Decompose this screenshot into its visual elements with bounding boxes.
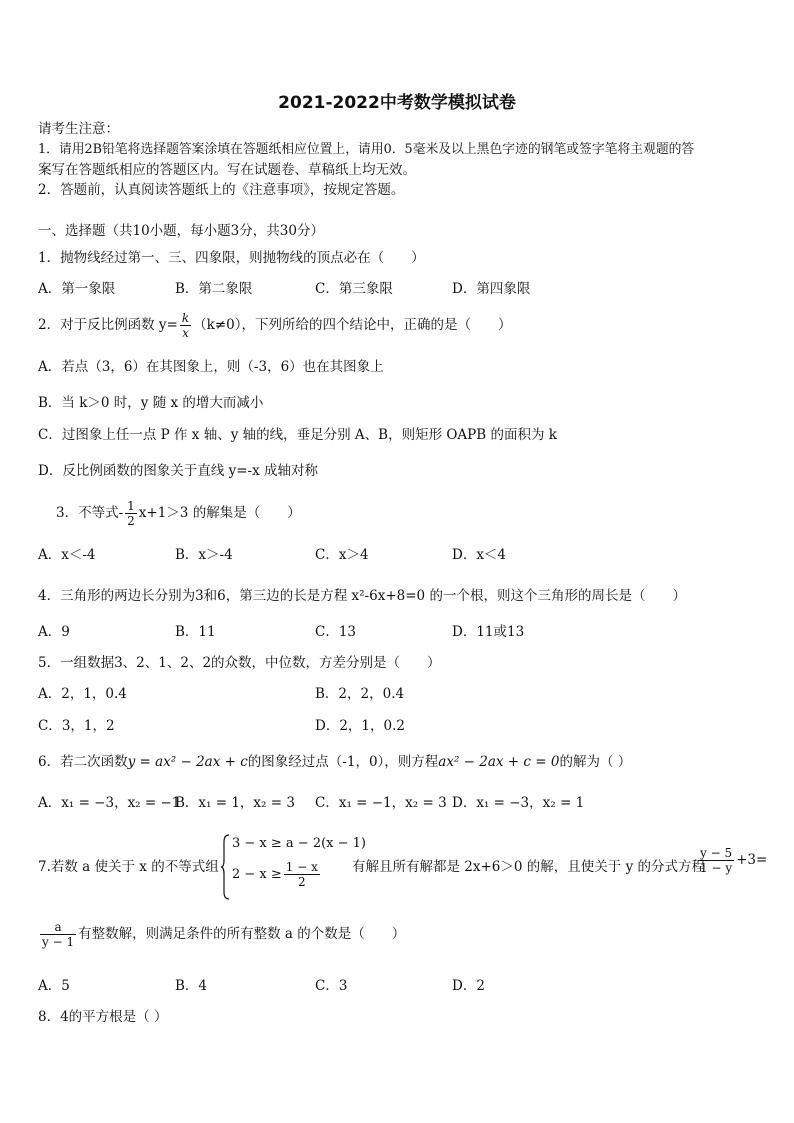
page-title: 2021-2022中考数学模拟试卷 [278, 93, 516, 113]
q7-stem-pre: 7.若数 a 使关于 x 的不等式组 [38, 859, 219, 875]
q2-option-c: C．过图象上任一点 P 作 x 轴、y 轴的线，垂足分别 A、B，则矩形 OAPB 的面积为 k [38, 427, 557, 443]
q6-option-b: B．x₁ = 1，x₂ = 3 [175, 795, 295, 811]
q7-eq-fraction [698, 846, 734, 875]
q2-frac-num: k [181, 311, 190, 325]
q3-option-c: C．x＞4 [315, 547, 369, 563]
q7-line-2 [38, 920, 405, 949]
q2-frac-den: x [180, 325, 191, 340]
q2-option-d: D．反比例函数的图象关于直线 y=-x 成轴对称 [38, 463, 319, 479]
q8-stem: 8．4的平方根是（ ） [38, 1009, 168, 1025]
q7-system-line-1: 3 − x ≥ a − 2(x − 1) [232, 836, 366, 851]
q6-function: y = ax² − 2ax + c [127, 754, 248, 770]
q7-system-line-2-pre: 2 − x ≥ [232, 867, 282, 882]
q4-stem: 4．三角形的两边长分别为3和6，第三边的长是方程 x²-6x+8=0 的一个根，则这个三角形的周长是（ ） [38, 588, 686, 604]
q1-stem: 1．抛物线经过第一、三、四象限，则抛物线的顶点必在（ ） [38, 250, 425, 266]
q7-line2-num: a [54, 920, 62, 934]
q3-frac-den: 2 [127, 514, 135, 528]
q1-option-d: D．第四象限 [452, 281, 531, 297]
q6-stem-mid: 的图象经过点（-1，0），则方程 [247, 754, 439, 770]
q4-option-a: A．9 [38, 624, 70, 640]
q7-line2-fraction [40, 920, 76, 949]
q3-option-a: A．x＜-4 [38, 547, 96, 563]
q2-fraction [180, 311, 191, 340]
q7-system-frac-num: 1 − x [285, 860, 318, 874]
q6-equation: ax² − 2ax + c = 0 [438, 754, 560, 770]
q7-equation [696, 846, 767, 875]
q7-eq-post: +3= [736, 852, 768, 868]
q2-option-b: B．当 k＞0 时，y 随 x 的增大而减小 [38, 395, 264, 411]
q3-stem [56, 498, 301, 528]
q3-stem-post: x+1＞3 的解集是（ ） [138, 505, 301, 521]
section-heading: 一、选择题（共10小题，每小题3分，共30分） [38, 223, 324, 239]
q7-stem-mid: 有解且所有解都是 2x+6＞0 的解，且使关于 y 的分式方程 [352, 859, 705, 875]
q7-option-d: D．2 [452, 978, 485, 994]
q7-system-frac-den: 2 [284, 874, 320, 889]
q6-option-c: C．x₁ = −1，x₂ = 3 [315, 795, 447, 811]
q3-fraction [125, 499, 137, 528]
q7-line2-den: y − 1 [42, 935, 75, 949]
q1-option-a: A．第一象限 [38, 281, 116, 297]
q5-option-d: D．2，1，0.2 [315, 718, 405, 734]
q5-option-c: C．3，1，2 [38, 718, 115, 734]
q3-stem-pre: 3．不等式- [56, 505, 124, 521]
notice-line-3: 2．答题前，认真阅读答题纸上的《注意事项》，按规定答题。 [38, 182, 405, 198]
q6-stem [38, 753, 631, 771]
q1-option-b: B．第二象限 [175, 281, 253, 297]
q6-stem-post: 的解为（ ） [559, 754, 632, 770]
q3-option-d: D．x＜4 [452, 547, 507, 563]
q7-option-c: C．3 [315, 978, 348, 994]
q7-eq-num: y − 5 [700, 846, 733, 860]
q5-option-b: B．2，2，0.4 [315, 686, 405, 702]
q6-option-a: A．x₁ = −3，x₂ = −1 [38, 795, 181, 811]
notice-heading: 请考生注意： [38, 121, 119, 137]
notice-line-2: 案写在答题纸相应的答题区内。写在试题卷、草稿纸上均无效。 [38, 162, 416, 178]
q1-option-c: C．第三象限 [315, 281, 393, 297]
q4-option-b: B．11 [175, 624, 216, 640]
q2-stem-post: （k≠0），下列所给的四个结论中，正确的是（ ） [193, 317, 512, 333]
q7-system-fraction [284, 860, 320, 889]
q6-option-d: D．x₁ = −3，x₂ = 1 [452, 795, 585, 811]
q2-stem [38, 310, 511, 340]
q6-stem-pre: 6．若二次函数 [38, 754, 128, 770]
q2-option-a: A．若点（3，6）在其图象上，则（-3，6）也在其图象上 [38, 359, 384, 375]
q7-option-a: A．5 [38, 978, 70, 994]
q5-stem: 5．一组数据3、2、1、2、2的众数，中位数，方差分别是（ ） [38, 655, 441, 671]
q7-system-line-2 [232, 860, 322, 889]
q5-option-a: A．2，1，0.4 [38, 686, 127, 702]
q4-option-c: C．13 [315, 624, 357, 640]
q7-option-b: B．4 [175, 978, 208, 994]
q2-stem-pre: 2．对于反比例函数 y= [38, 317, 178, 333]
q7-line2-post: 有整数解，则满足条件的所有整数 a 的个数是（ ） [78, 926, 406, 942]
q7-eq-den: 1 − y [700, 861, 733, 875]
q4-option-d: D．11或13 [452, 624, 525, 640]
notice-line-1: 1．请用2B铅笔将选择题答案涂填在答题纸相应位置上，请用0．5毫米及以上黑色字迹的钢笔或签字笔将主观题的答 [38, 142, 695, 157]
system-brace-icon [220, 834, 230, 900]
q3-option-b: B．x＞-4 [175, 547, 233, 563]
q3-frac-num: 1 [127, 499, 135, 513]
